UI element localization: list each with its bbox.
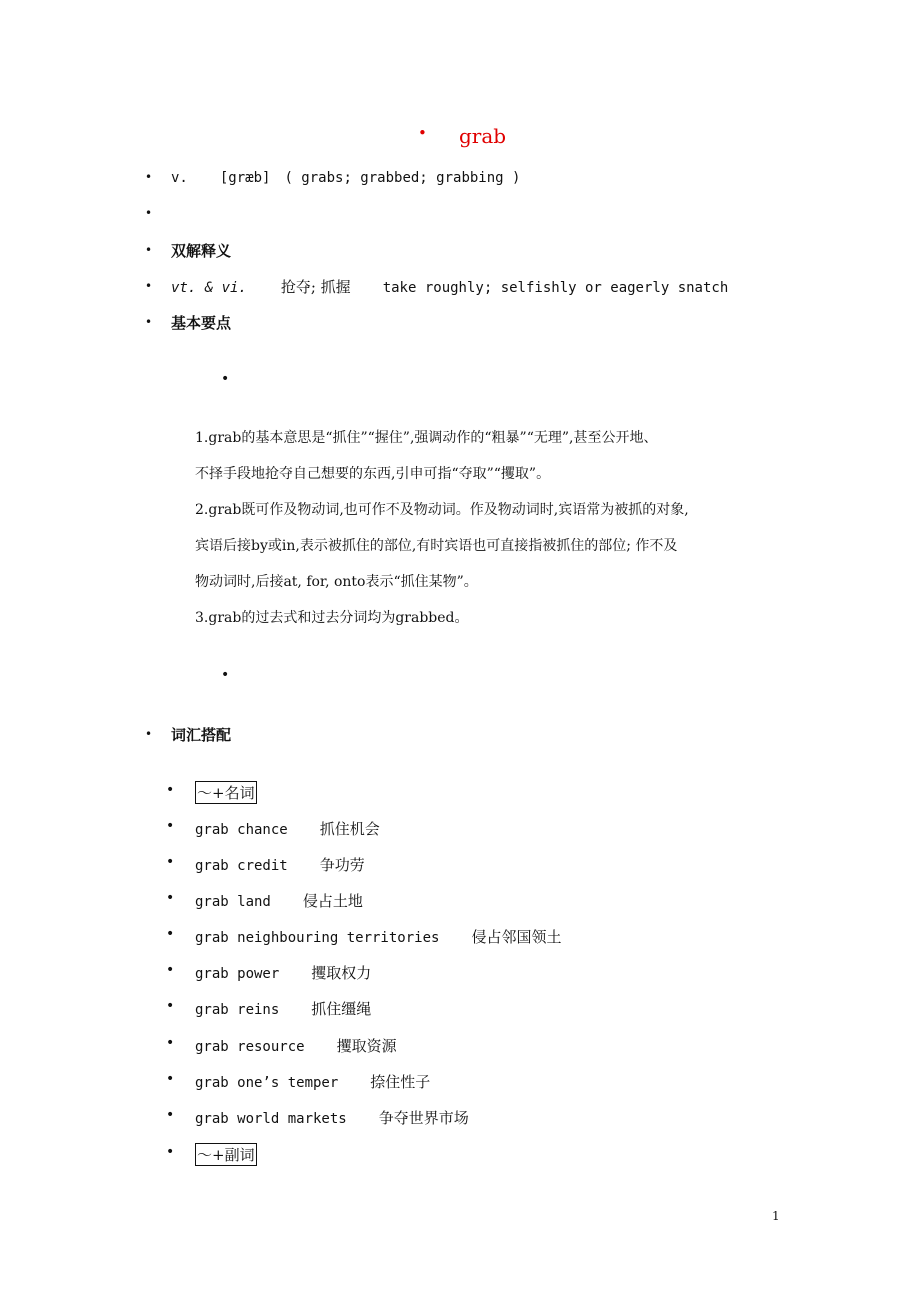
headword-bullet: • (418, 124, 427, 142)
key-point-line: 不择手段地抢夺自己想要的东西,引申可指“夺取”“攫取”。 (195, 466, 551, 482)
bullet: • (221, 667, 230, 683)
list-item (195, 818, 380, 839)
collocation-en: grab power (195, 966, 280, 982)
bullet: • (145, 243, 153, 257)
bullet: • (166, 1107, 175, 1123)
bullet: • (221, 371, 230, 387)
bullet: • (166, 998, 175, 1014)
page-number: 1 (772, 1209, 780, 1223)
key-point-line: 1.grab的基本意思是“抓住”“握住”,强调动作的“粗暴”“无理”,甚至公开地、 (195, 430, 658, 446)
collocation-cn: 侵占邻国领土 (471, 928, 562, 946)
part-of-speech: v. (171, 170, 188, 186)
collocation-adverb-header: ～+副词 (195, 1143, 257, 1166)
list-item (195, 962, 371, 983)
collocation-cn: 抓住机会 (319, 820, 380, 838)
bullet: • (145, 170, 153, 184)
list-item (195, 926, 561, 947)
bullet: • (145, 315, 153, 329)
definition-pos: vt. & vi. (171, 280, 247, 296)
key-point-line: 3.grab的过去式和过去分词均为grabbed。 (195, 610, 469, 626)
headword: grab (459, 124, 507, 148)
bullet: • (166, 1035, 175, 1051)
bullet: • (166, 782, 175, 798)
collocation-en: grab land (195, 894, 271, 910)
collocation-cn: 争功劳 (319, 856, 365, 874)
collocation-en: grab neighbouring territories (195, 930, 440, 946)
collocation-noun-header: ～+名词 (195, 781, 257, 804)
definition-en: take roughly; selfishly or eagerly snatch (382, 280, 729, 296)
bullet: • (166, 1144, 175, 1160)
bullet: • (145, 279, 153, 293)
list-item (195, 998, 371, 1019)
list-item (195, 1035, 397, 1056)
key-point-line: 宾语后接by或in,表示被抓住的部位,有时宾语也可直接指被抓住的部位; 作不及 (195, 538, 678, 554)
collocation-cn: 侵占土地 (302, 892, 363, 910)
bullet: • (166, 1071, 175, 1087)
key-point-line: 2.grab既可作及物动词,也可作不及物动词。作及物动词时,宾语常为被抓的对象, (195, 502, 689, 518)
collocation-en: grab one’s temper (195, 1075, 339, 1091)
bullet: • (145, 727, 153, 741)
collocation-en: grab credit (195, 858, 288, 874)
collocation-en: grab resource (195, 1039, 305, 1055)
collocation-cn: 攫取资源 (336, 1037, 397, 1055)
list-item (195, 1071, 430, 1092)
collocation-en: grab reins (195, 1002, 280, 1018)
pronunciation-line (171, 170, 520, 186)
collocation-en: grab chance (195, 822, 288, 838)
list-item (195, 890, 363, 911)
bullet: • (166, 926, 175, 942)
bullet: • (166, 854, 175, 870)
section-heading-dual-definition: 双解释义 (171, 242, 232, 260)
bullet: • (166, 818, 175, 834)
bullet: • (145, 206, 153, 220)
bullet: • (166, 962, 175, 978)
list-item (195, 854, 365, 875)
section-heading-key-points: 基本要点 (171, 314, 232, 332)
collocation-cn: 争夺世界市场 (378, 1109, 469, 1127)
phonetic: [græb] (219, 170, 271, 186)
list-item (195, 1107, 469, 1128)
collocation-cn: 抓住缰绳 (311, 1000, 372, 1018)
key-points-paragraph (195, 420, 689, 636)
inflections: ( grabs; grabbed; grabbing ) (284, 170, 521, 186)
key-point-line: 物动词时,后接at, for, onto表示“抓住某物”。 (195, 574, 478, 590)
definition-line (171, 276, 728, 297)
collocation-cn: 攫取权力 (311, 964, 372, 982)
definition-cn: 抢夺; 抓握 (280, 278, 351, 296)
bullet: • (166, 890, 175, 906)
collocation-en: grab world markets (195, 1111, 347, 1127)
section-heading-collocations: 词汇搭配 (171, 726, 232, 744)
collocation-cn: 捺住性子 (370, 1073, 431, 1091)
